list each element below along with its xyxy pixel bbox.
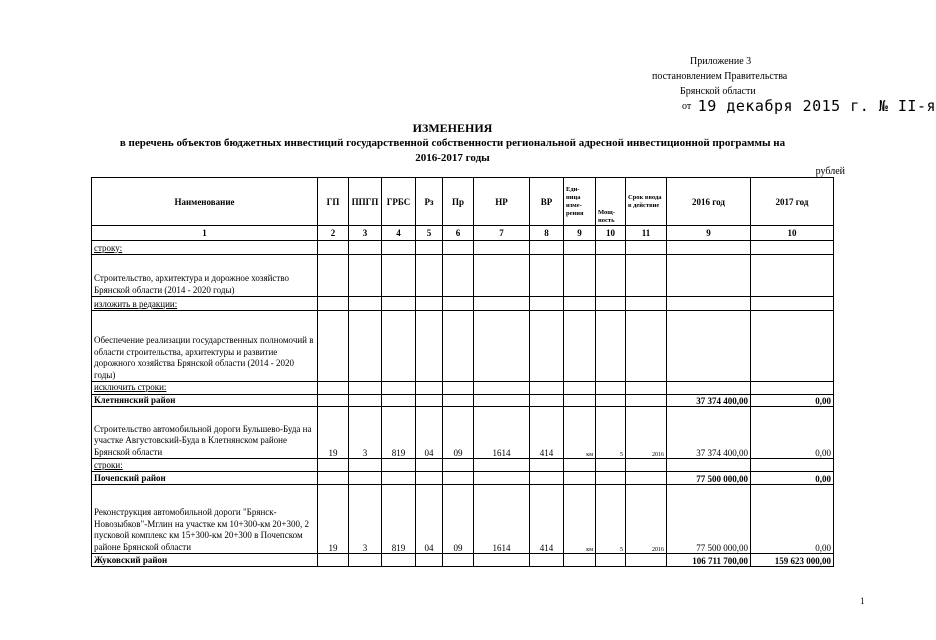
cell-ppgp xyxy=(349,554,382,567)
investment-table xyxy=(91,177,834,567)
cell-y2017 xyxy=(751,382,834,395)
cell-y2016: 37 374 400,00 xyxy=(667,394,751,407)
cell-nr xyxy=(474,297,530,311)
cell-vr xyxy=(530,394,564,407)
table-row xyxy=(92,382,834,395)
header-nr: НР xyxy=(474,178,530,226)
cell-ppgp xyxy=(349,472,382,485)
table-row xyxy=(92,241,834,255)
cell-capacity xyxy=(596,297,626,311)
cell-grbs xyxy=(382,382,416,395)
column-number: 10 xyxy=(596,226,626,241)
table-row xyxy=(92,311,834,382)
page-number: 1 xyxy=(860,596,865,606)
region-row xyxy=(92,472,834,485)
cell-y2016: 37 374 400,00 xyxy=(667,407,751,459)
column-number: 11 xyxy=(626,226,667,241)
cell-grbs xyxy=(382,311,416,382)
cell-y2017 xyxy=(751,311,834,382)
cell-capacity xyxy=(596,554,626,567)
header-ppgp: ППГП xyxy=(349,178,382,226)
cell-grbs xyxy=(382,255,416,297)
cell-pr xyxy=(443,554,474,567)
cell-nr: 1614 xyxy=(474,407,530,459)
region-row xyxy=(92,394,834,407)
column-number: 5 xyxy=(416,226,443,241)
cell-vr xyxy=(530,459,564,472)
cell-grbs xyxy=(382,459,416,472)
cell-vr xyxy=(530,382,564,395)
from-label: от xyxy=(682,101,692,113)
cell-rz xyxy=(416,297,443,311)
header-pr: Пр xyxy=(443,178,474,226)
cell-ppgp xyxy=(349,297,382,311)
cell-capacity xyxy=(596,472,626,485)
cell-y2016 xyxy=(667,459,751,472)
cell-pr xyxy=(443,459,474,472)
column-number: 9 xyxy=(564,226,596,241)
header-rz: Рз xyxy=(416,178,443,226)
column-number: 10 xyxy=(751,226,834,241)
cell-y2017: 0,00 xyxy=(751,394,834,407)
cell-rz xyxy=(416,554,443,567)
row-name: Строительство автомобильной дороги Бульшево-Буда на участке Августовский-Буда в Клетнянском районе Брянской области xyxy=(92,407,318,459)
column-number: 8 xyxy=(530,226,564,241)
header-vr: ВР xyxy=(530,178,564,226)
cell-gp xyxy=(318,297,349,311)
appendix-block xyxy=(640,54,936,116)
cell-nr xyxy=(474,459,530,472)
table-row xyxy=(92,255,834,297)
cell-grbs xyxy=(382,394,416,407)
appendix-line-2: постановлением Правительства xyxy=(652,71,788,82)
cell-gp xyxy=(318,382,349,395)
cell-gp xyxy=(318,459,349,472)
cell-y2017 xyxy=(751,241,834,255)
header-capacity: Мощ-ность xyxy=(596,178,626,226)
cell-ppgp xyxy=(349,459,382,472)
cell-y2016: 106 711 700,00 xyxy=(667,554,751,567)
cell-y2017 xyxy=(751,297,834,311)
cell-grbs xyxy=(382,472,416,485)
cell-ppgp: 3 xyxy=(349,485,382,554)
cell-unit-measure xyxy=(564,394,596,407)
cell-rz: 04 xyxy=(416,407,443,459)
table-row xyxy=(92,485,834,554)
row-name: Почепский район xyxy=(92,472,318,485)
cell-nr xyxy=(474,382,530,395)
cell-gp xyxy=(318,554,349,567)
cell-capacity xyxy=(596,311,626,382)
cell-nr: 1614 xyxy=(474,485,530,554)
cell-pr xyxy=(443,297,474,311)
header-row xyxy=(92,178,834,226)
cell-nr xyxy=(474,311,530,382)
cell-y2017: 0,00 xyxy=(751,407,834,459)
cell-ppgp xyxy=(349,255,382,297)
cell-ppgp xyxy=(349,241,382,255)
date-stamp: 19 декабря 2015 г. № II-я xyxy=(697,97,936,116)
header-2017: 2017 год xyxy=(751,178,834,226)
cell-pr xyxy=(443,394,474,407)
cell-grbs: 819 xyxy=(382,485,416,554)
document-subtitle-years: 2016-2017 годы xyxy=(415,152,490,164)
cell-y2017: 159 623 000,00 xyxy=(751,554,834,567)
cell-y2017 xyxy=(751,459,834,472)
column-number: 3 xyxy=(349,226,382,241)
cell-rz xyxy=(416,382,443,395)
cell-vr xyxy=(530,241,564,255)
cell-vr: 414 xyxy=(530,407,564,459)
cell-pr: 09 xyxy=(443,485,474,554)
table-row xyxy=(92,297,834,311)
cell-y2016 xyxy=(667,311,751,382)
column-number-row xyxy=(92,226,834,241)
appendix-line-1: Приложение 3 xyxy=(690,56,752,67)
cell-y2016 xyxy=(667,297,751,311)
row-name: строки: xyxy=(92,459,318,472)
row-name: исключить строки: xyxy=(92,382,318,395)
cell-unit-measure xyxy=(564,472,596,485)
cell-nr xyxy=(474,472,530,485)
cell-y2016 xyxy=(667,241,751,255)
cell-unit-measure xyxy=(564,459,596,472)
cell-gp: 19 xyxy=(318,407,349,459)
cell-y2016: 77 500 000,00 xyxy=(667,472,751,485)
cell-term xyxy=(626,472,667,485)
cell-grbs xyxy=(382,297,416,311)
row-name: Обеспечение реализации государственных полномочий в области строительства, архитектуры и развитие дорожного хозяйства Брянской области (2014 - 2020 годы) xyxy=(92,311,318,382)
column-number: 2 xyxy=(318,226,349,241)
cell-pr xyxy=(443,241,474,255)
column-number: 9 xyxy=(667,226,751,241)
cell-unit-measure: км xyxy=(564,485,596,554)
appendix-line-3: Брянской области xyxy=(680,86,756,97)
column-number: 7 xyxy=(474,226,530,241)
cell-y2016: 77 500 000,00 xyxy=(667,485,751,554)
row-name: изложить в редакции: xyxy=(92,297,318,311)
cell-ppgp: 3 xyxy=(349,407,382,459)
cell-grbs xyxy=(382,554,416,567)
cell-vr xyxy=(530,311,564,382)
cell-unit-measure xyxy=(564,311,596,382)
cell-term xyxy=(626,394,667,407)
header-term: Срок ввода в действие xyxy=(626,178,667,226)
cell-gp: 19 xyxy=(318,485,349,554)
table-row xyxy=(92,459,834,472)
cell-vr xyxy=(530,255,564,297)
cell-nr xyxy=(474,394,530,407)
document-subtitle: в перечень объектов бюджетных инвестиций государственной собственности региональной адресной инвестиционной программы на xyxy=(119,137,786,149)
cell-gp xyxy=(318,241,349,255)
cell-gp xyxy=(318,311,349,382)
column-number: 1 xyxy=(92,226,318,241)
document-title: ИЗМЕНЕНИЯ xyxy=(412,121,493,135)
cell-vr xyxy=(530,472,564,485)
cell-nr xyxy=(474,554,530,567)
cell-ppgp xyxy=(349,394,382,407)
row-name: Строительство, архитектура и дорожное хозяйство Брянской области (2014 - 2020 годы) xyxy=(92,255,318,297)
cell-ppgp xyxy=(349,382,382,395)
cell-capacity xyxy=(596,459,626,472)
cell-y2017: 0,00 xyxy=(751,485,834,554)
header-2016: 2016 год xyxy=(667,178,751,226)
cell-capacity xyxy=(596,241,626,255)
cell-vr xyxy=(530,554,564,567)
cell-term xyxy=(626,459,667,472)
cell-capacity xyxy=(596,255,626,297)
cell-nr xyxy=(474,255,530,297)
cell-rz: 04 xyxy=(416,485,443,554)
cell-unit-measure xyxy=(564,382,596,395)
cell-rz xyxy=(416,311,443,382)
cell-capacity xyxy=(596,382,626,395)
cell-vr xyxy=(530,297,564,311)
cell-pr xyxy=(443,311,474,382)
cell-ppgp xyxy=(349,311,382,382)
cell-capacity: 5 xyxy=(596,407,626,459)
table-row xyxy=(92,407,834,459)
cell-term xyxy=(626,382,667,395)
cell-term: 2016 xyxy=(626,407,667,459)
cell-y2016 xyxy=(667,255,751,297)
cell-grbs: 819 xyxy=(382,407,416,459)
column-number: 6 xyxy=(443,226,474,241)
currency-unit: рублей xyxy=(815,166,845,177)
cell-capacity: 5 xyxy=(596,485,626,554)
column-number: 4 xyxy=(382,226,416,241)
cell-term xyxy=(626,311,667,382)
region-row xyxy=(92,554,834,567)
cell-pr xyxy=(443,472,474,485)
header-gp: ГП xyxy=(318,178,349,226)
cell-rz xyxy=(416,255,443,297)
cell-rz xyxy=(416,241,443,255)
cell-y2016 xyxy=(667,382,751,395)
row-name: Реконструкция автомобильной дороги "Брянск-Новозыбков"-Мглин на участке км 10+300-км 20+300, 2 пусковой комплекс км 15+300-км 20+300 в Почепском районе Брянской области xyxy=(92,485,318,554)
cell-gp xyxy=(318,394,349,407)
cell-pr xyxy=(443,382,474,395)
header-name: Наименование xyxy=(92,178,318,226)
cell-pr xyxy=(443,255,474,297)
cell-rz xyxy=(416,459,443,472)
cell-pr: 09 xyxy=(443,407,474,459)
cell-term xyxy=(626,255,667,297)
cell-unit-measure xyxy=(564,554,596,567)
cell-term: 2016 xyxy=(626,485,667,554)
cell-gp xyxy=(318,255,349,297)
cell-grbs xyxy=(382,241,416,255)
cell-rz xyxy=(416,394,443,407)
cell-y2017 xyxy=(751,255,834,297)
row-name: Клетнянский район xyxy=(92,394,318,407)
cell-nr xyxy=(474,241,530,255)
row-name: Жуковский район xyxy=(92,554,318,567)
cell-vr: 414 xyxy=(530,485,564,554)
cell-unit-measure xyxy=(564,255,596,297)
cell-capacity xyxy=(596,394,626,407)
cell-term xyxy=(626,554,667,567)
cell-gp xyxy=(318,472,349,485)
cell-rz xyxy=(416,472,443,485)
cell-unit-measure: км xyxy=(564,407,596,459)
appendix-date-line xyxy=(682,97,936,116)
header-grbs: ГРБС xyxy=(382,178,416,226)
cell-term xyxy=(626,241,667,255)
cell-y2017: 0,00 xyxy=(751,472,834,485)
header-unit-measure: Еди-ница изме-рения xyxy=(564,178,596,226)
cell-unit-measure xyxy=(564,241,596,255)
row-name: строку: xyxy=(92,241,318,255)
cell-term xyxy=(626,297,667,311)
cell-unit-measure xyxy=(564,297,596,311)
